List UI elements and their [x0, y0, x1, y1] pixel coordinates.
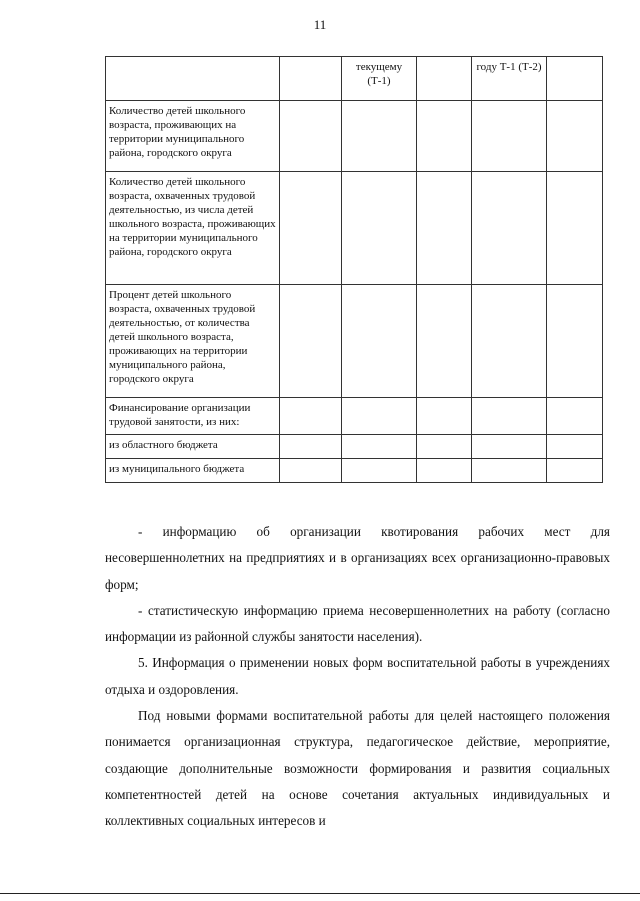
- row-label: из областного бюджета: [106, 435, 280, 459]
- table-cell: [280, 435, 342, 459]
- table-cell: [342, 435, 417, 459]
- table-row: [106, 435, 603, 459]
- header-cell: [106, 57, 280, 101]
- table-cell: [417, 285, 472, 398]
- table-cell: [342, 398, 417, 435]
- header-cell: [417, 57, 472, 101]
- report-table: [105, 56, 603, 483]
- paragraph-new-forms-definition: Под новыми формами воспитательной работы для целей настоящего положения понимается организационная структура, педагогическое действие, мероприятие, создающие дополнительные возможности формирования и развития социальных компетентностей детей на основе сочетания актуальных индивидуальных и коллективных социальных интересов и: [105, 708, 610, 829]
- row-label: Количество детей школьного возраста, проживающих на территории муниципального района, городского округа: [106, 101, 280, 172]
- row-label: Процент детей школьного возраста, охваченных трудовой деятельностью, от количества детей школьного возраста, проживающих на территории муниципального района, городского округа: [106, 285, 280, 398]
- table-cell: [417, 172, 472, 285]
- table-cell: [472, 285, 547, 398]
- row-label: Финансирование организации трудовой занятости, из них:: [106, 398, 280, 435]
- table-cell: [547, 101, 603, 172]
- header-cell: [547, 57, 603, 101]
- table-cell: [547, 459, 603, 483]
- table-cell: [342, 285, 417, 398]
- table-cell: [280, 101, 342, 172]
- table-cell: [280, 172, 342, 285]
- table-cell: [342, 101, 417, 172]
- bottom-divider: [0, 893, 640, 894]
- table-cell: [280, 459, 342, 483]
- table-cell: [547, 398, 603, 435]
- page-number: 11: [313, 17, 327, 32]
- table-row: [106, 398, 603, 435]
- table-cell: [342, 459, 417, 483]
- table-cell: [472, 398, 547, 435]
- table-cell: [472, 435, 547, 459]
- table-row: [106, 285, 603, 398]
- paragraph-statistics-info: - статистическую информацию приема несовершеннолетних на работу (согласно информации из районной службы занятости населения).: [105, 602, 610, 645]
- table-header-row: [106, 57, 603, 101]
- table-cell: [417, 101, 472, 172]
- body-text: [105, 519, 610, 835]
- table-cell: [342, 172, 417, 285]
- table-row: [106, 459, 603, 483]
- header-cell: [280, 57, 342, 101]
- table-cell: [547, 172, 603, 285]
- row-label: Количество детей школьного возраста, охваченных трудовой деятельностью, из числа детей школьного возраста, проживающих на территории муниципального района, городского округа: [106, 172, 280, 285]
- table-cell: [280, 398, 342, 435]
- paragraph-new-forms-heading: 5. Информация о применении новых форм воспитательной работы в учреждениях отдыха и оздоровления.: [105, 655, 610, 697]
- table-cell: [547, 285, 603, 398]
- table-cell: [472, 172, 547, 285]
- header-cell-current-year: текущему (Т-1): [342, 57, 417, 101]
- paragraph-quota-info: - информацию об организации квотирования рабочих мест для несовершеннолетних на предприятиях и в организациях всех организационно-правовых форм;: [105, 524, 610, 592]
- table-row: [106, 172, 603, 285]
- row-label: из муниципального бюджета: [106, 459, 280, 483]
- table-row: [106, 101, 603, 172]
- table-cell: [417, 435, 472, 459]
- table-cell: [472, 459, 547, 483]
- table-cell: [417, 459, 472, 483]
- table-cell: [472, 101, 547, 172]
- table-cell: [280, 285, 342, 398]
- table-cell: [547, 435, 603, 459]
- header-cell-previous-year: году Т-1 (Т-2): [472, 57, 547, 101]
- table-cell: [417, 398, 472, 435]
